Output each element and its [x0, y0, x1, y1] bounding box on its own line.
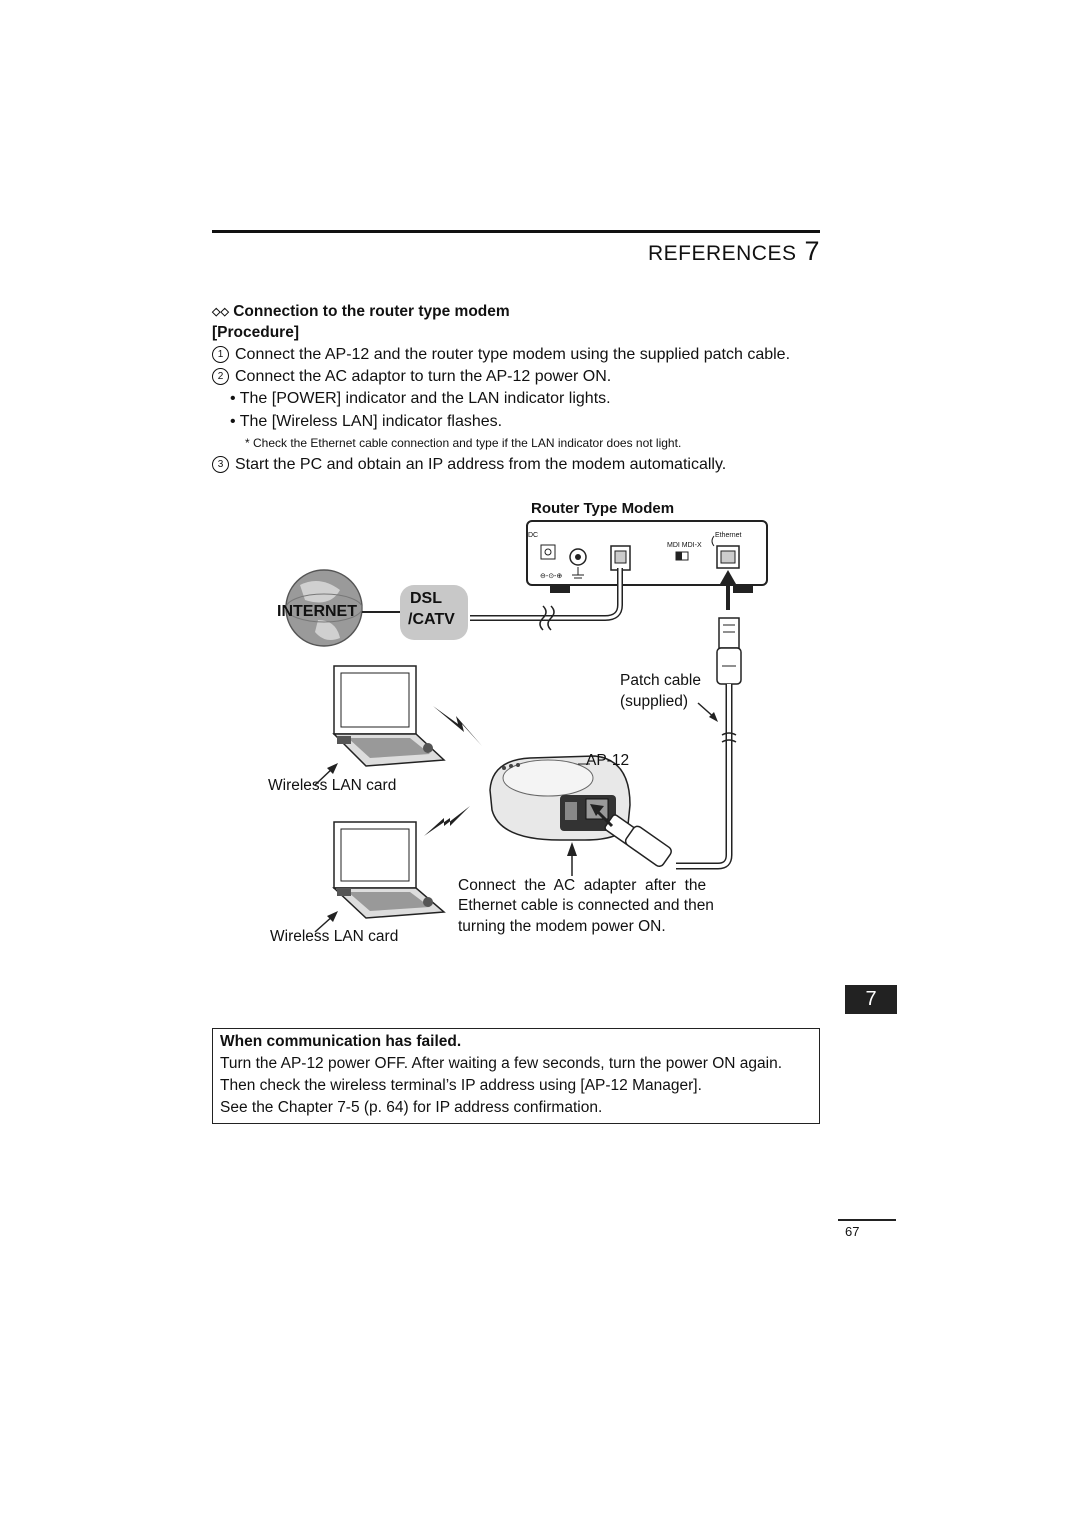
chapter-number: 7 [804, 236, 820, 266]
port-mdi-label: MDI MDI-X [667, 542, 702, 549]
wireless-signal-icon [424, 806, 470, 836]
router-title: Router Type Modem [531, 500, 675, 517]
wireless-signal-icon [433, 706, 482, 746]
caption-line-3: turning the modem power ON. [458, 918, 666, 935]
caption-line-2: Ethernet cable is connected and then [458, 897, 714, 914]
wireless-card-label-2: Wireless LAN card [270, 928, 399, 945]
step-text: Start the PC and obtain an IP address from the modem automatically. [235, 456, 727, 473]
failure-title: When communication has failed. [220, 1033, 462, 1050]
ap12-label: AP-12 [586, 752, 630, 769]
page-number: 67 [845, 1224, 860, 1239]
section-heading-text: Connection to the router type modem [233, 303, 510, 320]
step-text: Connect the AP-12 and the router type modem using the supplied patch cable. [235, 346, 791, 363]
step-number: 3 [212, 456, 229, 473]
ethernet-plug [604, 814, 673, 868]
patch-cable-label: Patch cable [620, 672, 701, 689]
bullet-wireless-indicator: • The [Wireless LAN] indicator flashes. [230, 413, 503, 430]
catv-label: /CATV [408, 611, 455, 628]
laptop-icon [334, 822, 444, 918]
bullet-power-indicator: • The [POWER] indicator and the LAN indicator lights. [230, 390, 611, 407]
svg-text:⊖-⊙-⊕: ⊖-⊙-⊕ [540, 573, 563, 580]
step-text: Connect the AC adaptor to turn the AP-12 power ON. [235, 368, 612, 385]
chapter-tab: 7 [845, 985, 897, 1014]
patch-cable-supplied: (supplied) [620, 693, 689, 710]
note-text: * Check the Ethernet cable connection and type if the LAN indicator does not light. [245, 436, 682, 450]
internet-label: INTERNET [277, 603, 357, 620]
section-title: REFERENCES [647, 242, 797, 265]
port-dc-label: DC [528, 532, 539, 539]
page-number-rule [838, 1219, 896, 1221]
caption-line-1: Connect the AC adapter after the [458, 877, 707, 894]
diamond-marker: ◇◇ [212, 306, 229, 318]
failure-box [212, 1028, 820, 1124]
procedure-label: [Procedure] [212, 324, 299, 341]
failure-line: Turn the AP-12 power OFF. After waiting a few seconds, turn the power ON again. [220, 1055, 783, 1072]
wireless-card-label-1: Wireless LAN card [268, 777, 397, 794]
port-ethernet-label: Ethernet [715, 532, 742, 539]
laptop-icon [334, 666, 444, 766]
step-number: 2 [212, 368, 229, 385]
step-number: 1 [212, 346, 229, 363]
failure-line: See the Chapter 7-5 (p. 64) for IP address confirmation. [220, 1099, 603, 1116]
failure-line: Then check the wireless terminal’s IP address using [AP-12 Manager]. [220, 1077, 702, 1094]
dsl-label: DSL [410, 590, 442, 607]
